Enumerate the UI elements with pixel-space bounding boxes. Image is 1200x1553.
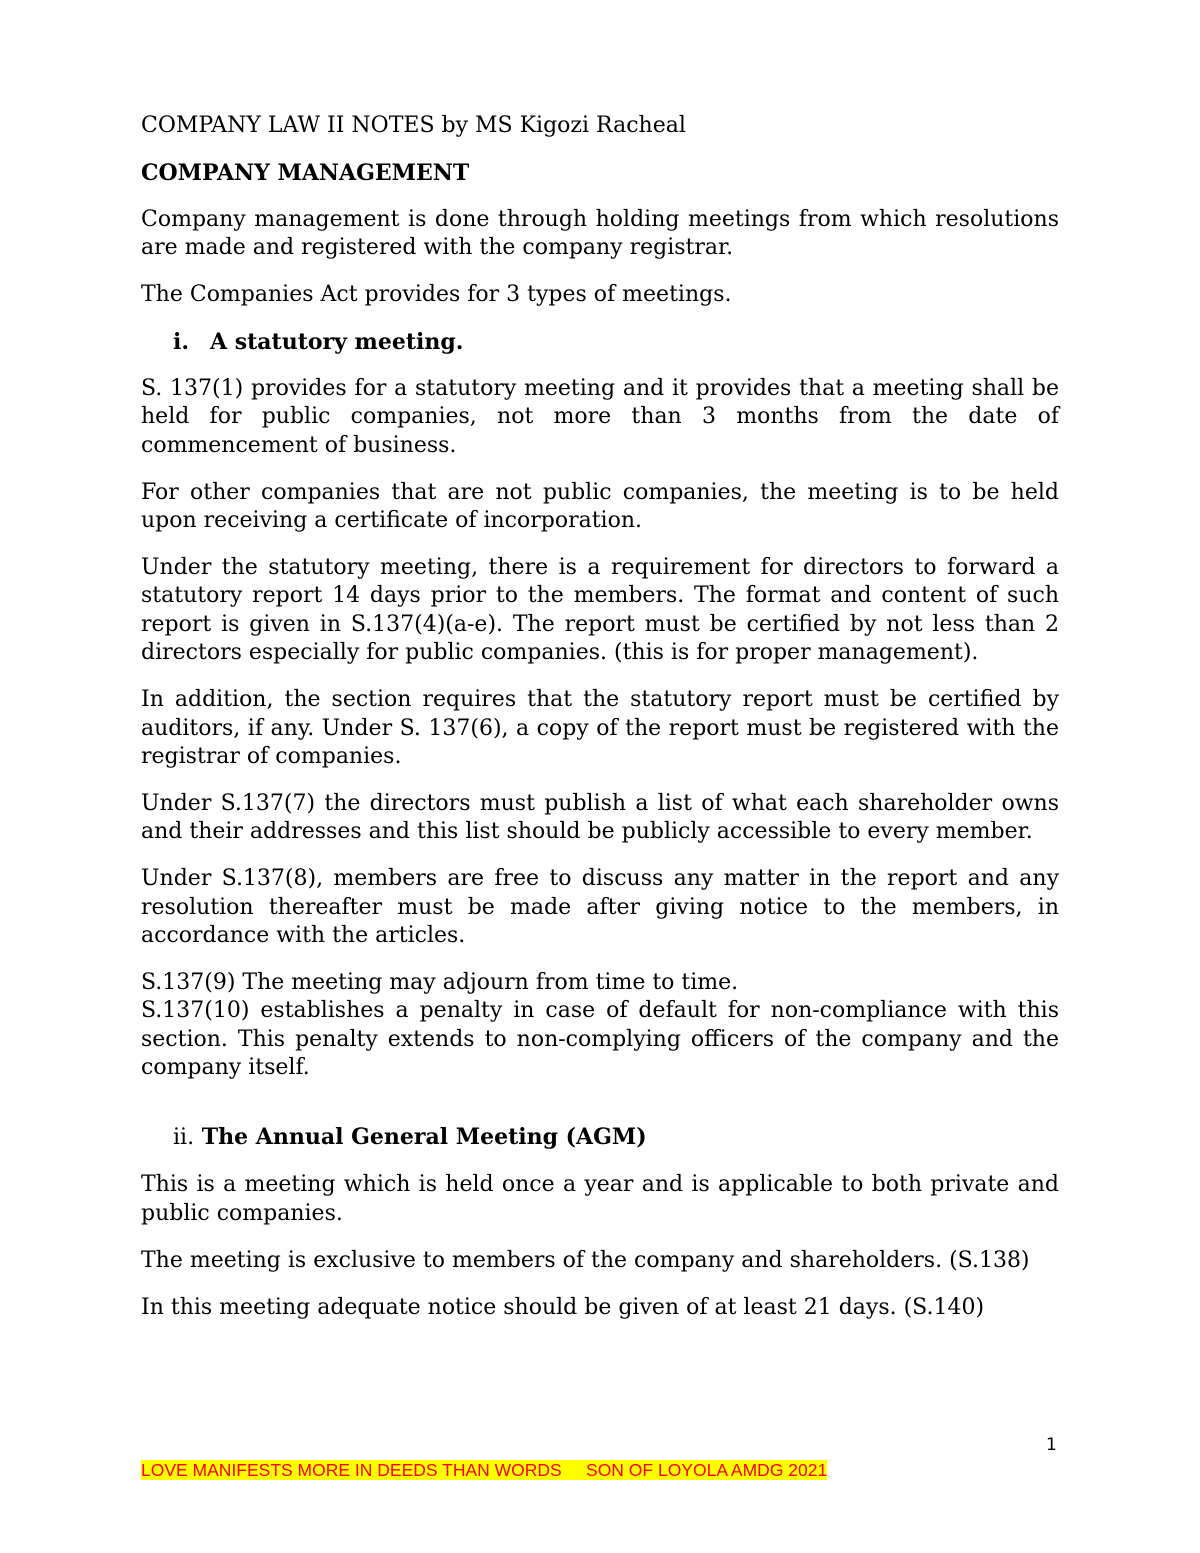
paragraph: For other companies that are not public companies, the meeting is to be held upon receiving a certificate of incorporation. [141,479,1059,534]
heading-text: A statutory meeting. [210,329,464,356]
heading-number: ii. [173,1125,195,1151]
statutory-meeting-heading [141,328,1059,356]
paragraph: In addition, the section requires that the statutory report must be certified by auditors, if any. Under S. 137(6), a copy of the report must be registered with the registrar of companies. [141,687,1059,769]
page-number: 1 [1046,1435,1057,1455]
meeting-types-paragraph: The Companies Act provides for 3 types of meetings. [141,282,732,308]
paragraph: This is a meeting which is held once a year and is applicable to both private and public companies. [141,1172,1059,1226]
heading-number: i. [173,329,190,356]
agm-heading [141,1123,1059,1152]
paragraph: S.137(9) The meeting may adjourn from time to time. [141,969,739,995]
section-heading: COMPANY MANAGEMENT [141,159,470,186]
heading-text: The Annual General Meeting (AGM) [201,1124,647,1151]
paragraph: Under S.137(7) the directors must publish a list of what each shareholder owns and their addresses and this list should be publicly accessible to every member. [141,790,1059,845]
document-title: COMPANY LAW II NOTES by MS Kigozi Racheal [141,113,686,138]
paragraph: The meeting is exclusive to members of the company and shareholders. (S.138) [141,1247,1030,1273]
paragraph: Under S.137(8), members are free to discuss any matter in the report and any resolution thereafter must be made after giving notice to the members, in accordance with the articles. [141,866,1059,948]
paragraph: In this meeting adequate notice should be given of at least 21 days. (S.140) [141,1294,985,1320]
paragraph: S.137(10) establishes a penalty in case of default for non-compliance with this section. This penalty extends to non-complying officers of the company and the company itself. [141,998,1059,1081]
paragraph: Under the statutory meeting, there is a requirement for directors to forward a statutory report 14 days prior to the members. The format and content of such report is given in S.137(4)(a-e). The report must be certified by not less than 2 directors especially for public companies. (this is for proper management). [141,554,1059,666]
footer-signature: SON OF LOYOLA AMDG 2021 [586,1460,828,1480]
paragraph: S. 137(1) provides for a statutory meeting and it provides that a meeting shall be held for public companies, not more than 3 months from the date of commencement of business. [141,375,1059,458]
footer [141,1459,827,1481]
document-body [141,112,1059,1341]
footer-motto: LOVE MANIFESTS MORE IN DEEDS THAN WORDS [141,1460,562,1480]
intro-paragraph: Company management is done through holding meetings from which resolutions are made and registered with the company registrar. [141,206,1059,261]
